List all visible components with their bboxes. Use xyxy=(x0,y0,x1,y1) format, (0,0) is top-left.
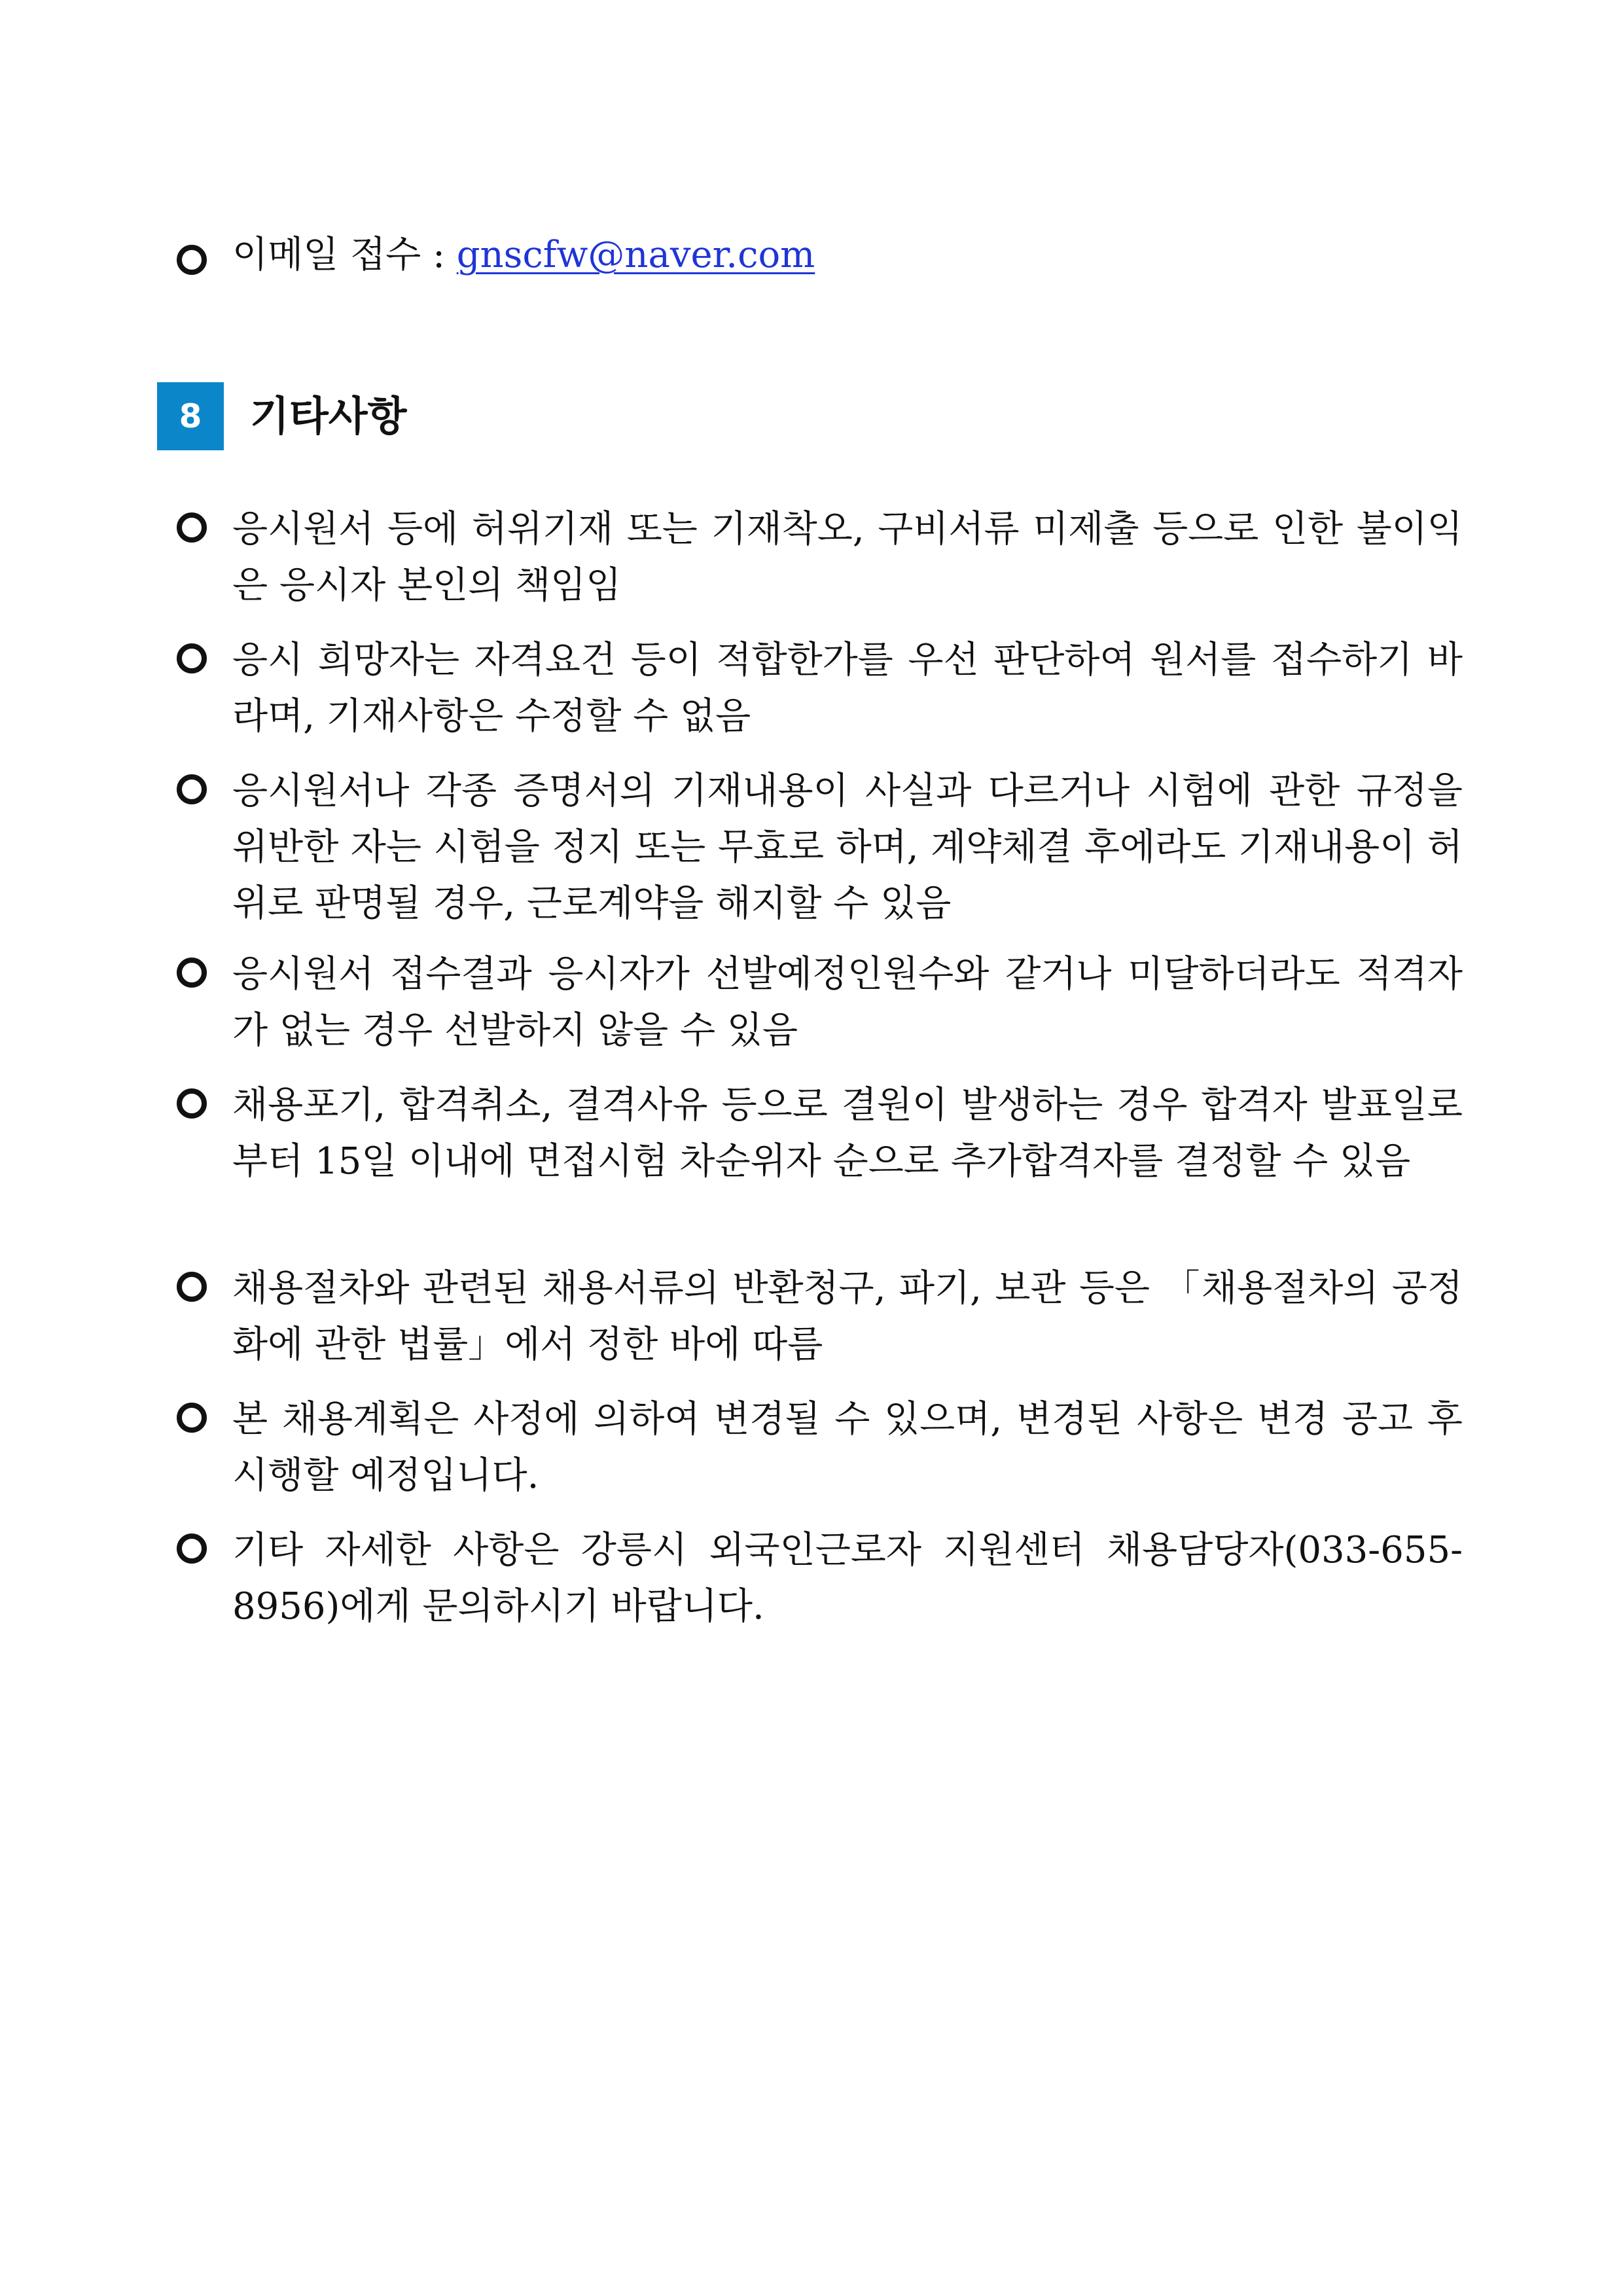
list-item-text: 채용포기, 합격취소, 결격사유 등으로 결원이 발생하는 경우 합격자 발표일로부터 15일 이내에 면접시험 차순위자 순으로 추가합격자를 결정할 수 있음 xyxy=(232,1084,1463,1183)
list-item xyxy=(232,763,1463,932)
circle-bullet-icon xyxy=(177,1088,207,1119)
list-item-text: 기타 자세한 사항은 강릉시 외국인근로자 지원센터 채용담당자(033-655-8956)에게 문의하시기 바랍니다. xyxy=(232,1529,1463,1628)
section-title: 기타사항 xyxy=(250,392,407,440)
list-item-text: 응시 희망자는 자격요건 등이 적합한가를 우선 판단하여 원서를 접수하기 바라며, 기재사항은 수정할 수 없음 xyxy=(232,639,1463,738)
list-item-text: 채용절차와 관련된 채용서류의 반환청구, 파기, 보관 등은 「채용절차의 공정화에 관한 법률」에서 정한 바에 따름 xyxy=(232,1267,1463,1366)
circle-bullet-icon xyxy=(177,774,207,804)
list-item xyxy=(232,1261,1463,1373)
list-item-text: 응시원서 접수결과 응시자가 선발예정인원수와 같거나 미달하더라도 적격자가 없는 경우 선발하지 않을 수 있음 xyxy=(232,953,1463,1052)
circle-bullet-icon xyxy=(177,1534,207,1564)
circle-bullet-icon xyxy=(177,1272,207,1302)
list-item-text: 응시원서나 각종 증명서의 기재내용이 사실과 다르거나 시험에 관한 규정을 위반한 자는 시험을 정지 또는 무효로 하며, 계약체결 후에라도 기재내용이 허위로 판명될 경우, 근로계약을 해지할 수 있음 xyxy=(232,770,1463,925)
list-item xyxy=(232,1391,1463,1504)
list-item xyxy=(232,1522,1463,1635)
section-number-badge: 8 xyxy=(157,382,224,450)
circle-bullet-icon xyxy=(177,512,207,543)
list-item-text: 응시원서 등에 허위기재 또는 기재착오, 구비서류 미제출 등으로 인한 불이익은 응시자 본인의 책임임 xyxy=(232,508,1463,607)
list-item xyxy=(232,1077,1463,1190)
list-item-text: 본 채용계획은 사정에 의하여 변경될 수 있으며, 변경된 사항은 변경 공고 후 시행할 예정입니다. xyxy=(232,1398,1463,1497)
email-label: 이메일 접수 : xyxy=(232,234,457,276)
circle-bullet-icon xyxy=(177,1403,207,1433)
list-item xyxy=(232,501,1463,614)
list-item xyxy=(232,632,1463,745)
email-link[interactable]: gnscfw@naver.com xyxy=(456,234,815,276)
circle-bullet-icon xyxy=(177,958,207,988)
email-row xyxy=(232,234,815,277)
list-item xyxy=(232,946,1463,1059)
circle-bullet-icon xyxy=(177,643,207,673)
circle-bullet-icon xyxy=(177,245,207,275)
